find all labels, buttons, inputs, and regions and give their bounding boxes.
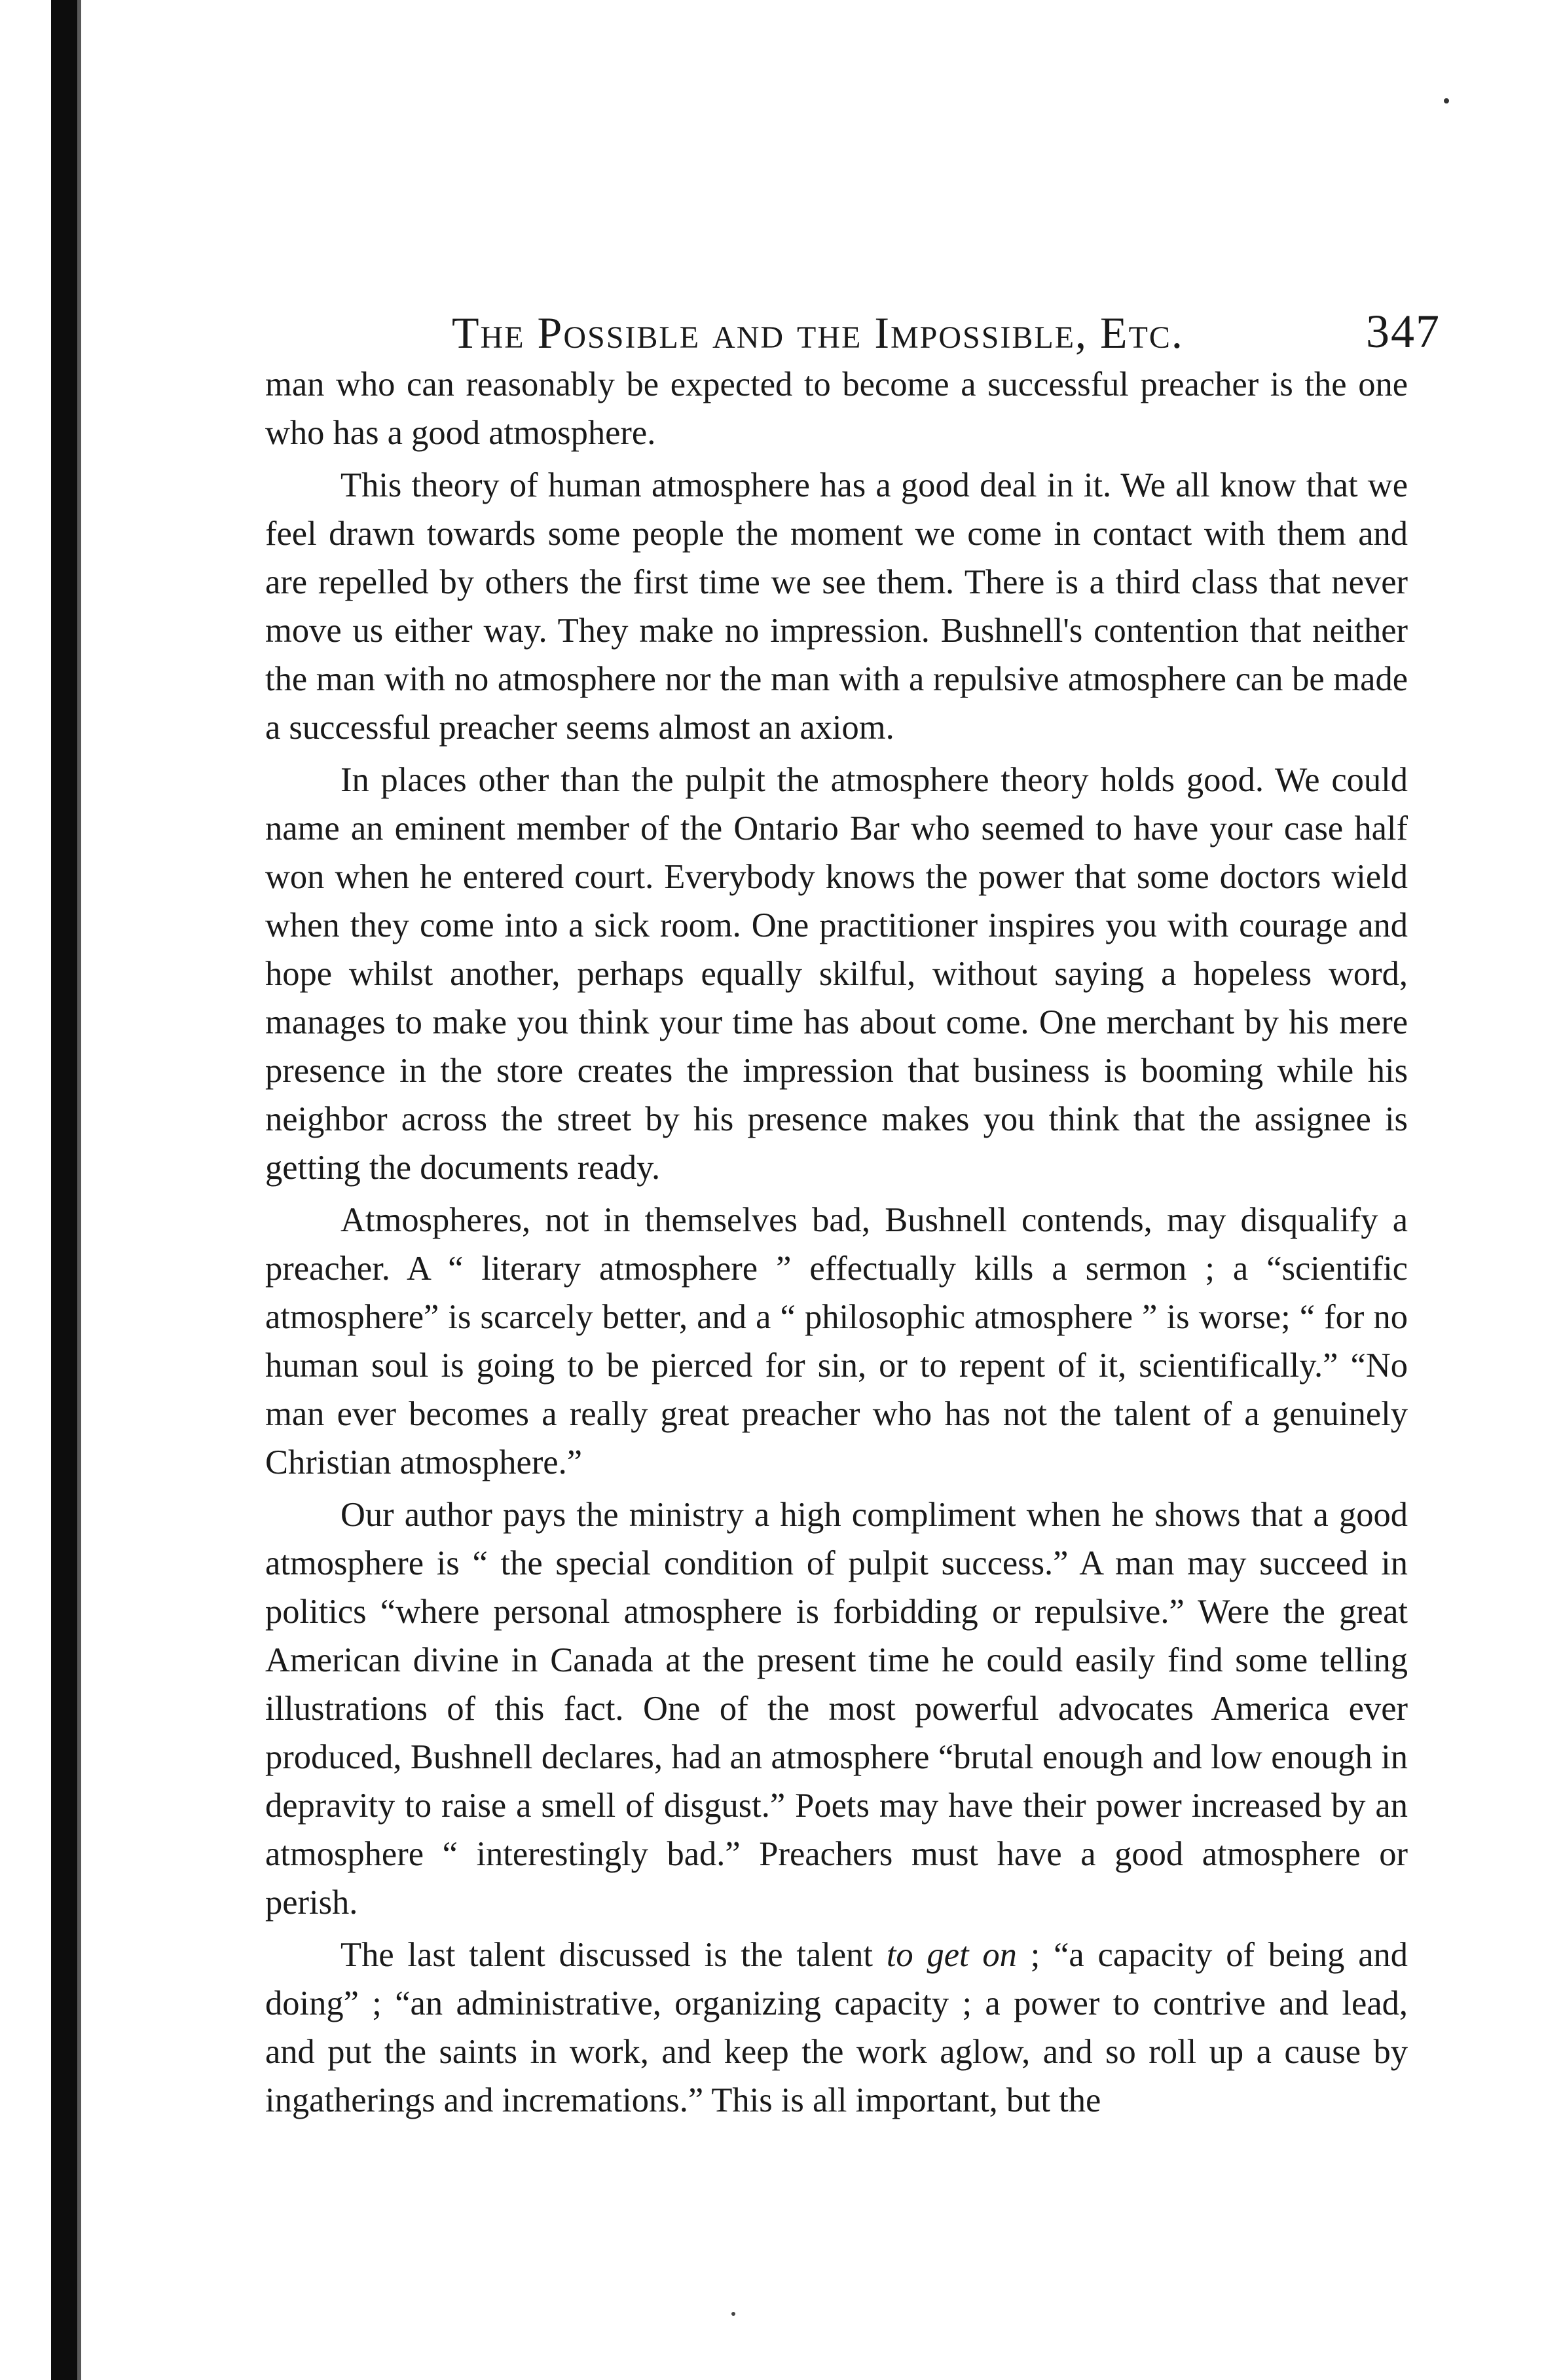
page-number: 347	[1366, 305, 1441, 358]
body-text	[265, 360, 1408, 2125]
paragraph-last-talent-end: ; “a capacity of being and doing” ; “an administrative, organizing capacity ; a power to contrive and lead, and put the saints in work, and keep the work aglow, and so roll up a cause by ingatherings and incremations.” This is all important, but the	[265, 1936, 1408, 2119]
paragraph-last-talent-italic: to get on	[886, 1936, 1017, 1974]
scan-speck-bottom	[731, 2312, 735, 2316]
paragraph-last-talent	[265, 1931, 1408, 2125]
scan-binding-shadow	[77, 0, 81, 2380]
scan-binding-edge	[51, 0, 77, 2380]
scan-speck	[1444, 98, 1449, 103]
running-head	[452, 283, 1441, 358]
paragraph-last-talent-start: The last talent discussed is the talent	[340, 1936, 887, 1974]
paragraph-ministry-compliment: Our author pays the ministry a high compliment when he shows that a good atmosphere is “ the special condition of pulpit success.” A man may succeed in politics “where personal atmosphere is forbidding or repulsive.” Were the great American divine in Canada at the present time he could easily find some telling illustrations of this fact. One of the most powerful advocates America ever produced, Bushnell declares, had an atmosphere “brutal enough and low enough in depravity to raise a smell of disgust.” Poets may have their power increased by an atmosphere “ interestingly bad.” Preachers must have a good atmosphere or perish.	[265, 1496, 1408, 1922]
running-head-title: The Possible and the Impossible, Etc.	[452, 308, 1184, 358]
paragraph-continued: man who can reasonably be expected to become a successful preacher is the one who has a good atmosphere.	[265, 365, 1408, 452]
paragraph-atmospheres-disqualify: Atmospheres, not in themselves bad, Bushnell contends, may disqualify a preacher. A “ literary atmosphere ” effectually kills a sermon ; a “scientific atmosphere” is scarcely better, and a “ philosophic atmosphere ” is worse; “ for no human soul is going to be pierced for sin, or to repent of it, scientifically.” “No man ever becomes a really great preacher who has not the talent of a genuinely Christian atmosphere.”	[265, 1201, 1408, 1481]
paragraph-atmosphere-theory: This theory of human atmosphere has a good deal in it. We all know that we feel drawn towards some people the moment we come in contact with them and are repelled by others the first time we see them. There is a third class that never move us either way. They make no impression. Bushnell's contention that neither the man with no atmosphere nor the man with a repulsive atmosphere can be made a successful preacher seems almost an axiom.	[265, 466, 1408, 747]
paragraph-places-other-than-pulpit: In places other than the pulpit the atmosphere theory holds good. We could name an eminent member of the Ontario Bar who seemed to have your case half won when he entered court. Everybody knows the power that some doctors wield when they come into a sick room. One practitioner inspires you with courage and hope whilst another, perhaps equally skilful, without saying a hopeless word, manages to make you think your time has about come. One merchant by his mere presence in the store creates the impression that business is booming while his neighbor across the street by his presence makes you think that the assignee is getting the documents ready.	[265, 761, 1408, 1187]
